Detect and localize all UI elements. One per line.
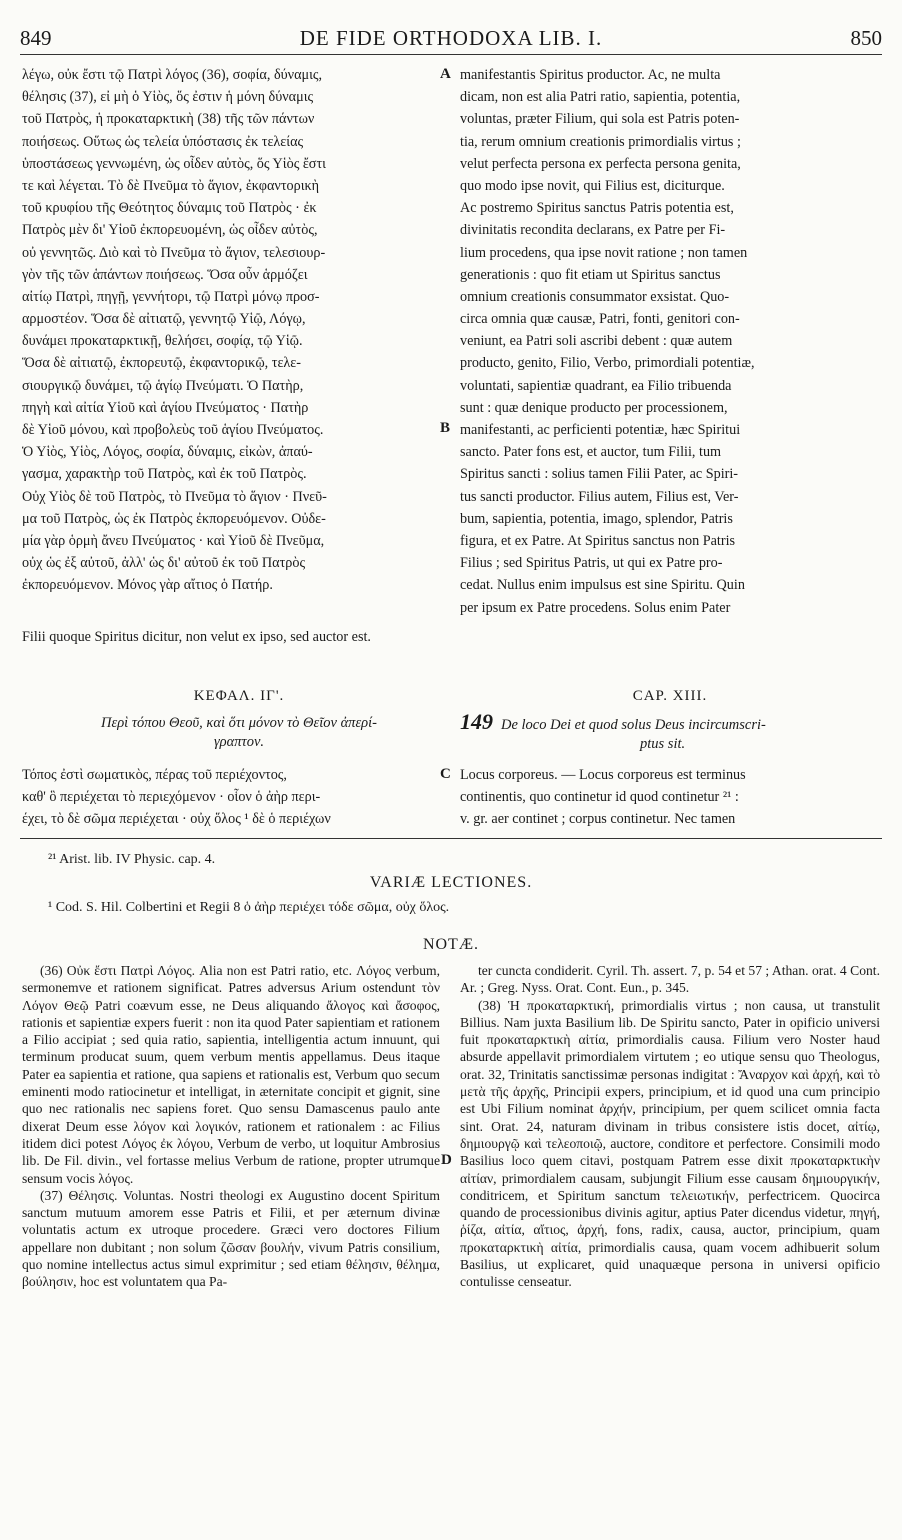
latin-chapter-heading: CAP. XIII. <box>632 688 708 704</box>
text-line: per ipsum ex Patre procedens. Solus enim Pater <box>460 599 731 616</box>
text-line: οὐχ ὡς ἐξ αὐτοῦ, ἀλλ' ὡς δι' αὐτοῦ ἐκ τοῦ Πατρὸς <box>22 555 306 572</box>
footnote-rule <box>20 838 882 839</box>
margin-letter-d: D <box>441 1152 452 1168</box>
margin-letter-a: A <box>440 66 451 82</box>
variae-heading: VARIÆ LECTIONES. <box>369 874 533 891</box>
text-line: veniunt, ea Patri soli ascribi debent : quæ autem <box>460 333 733 350</box>
text-line: sunt : quæ denique producto per processionem, <box>460 399 728 416</box>
text-line: manifestanti, ac perficienti potentiæ, hæc Spiritui <box>460 422 741 438</box>
text-line: v. gr. aer continet ; corpus continetur. Nec tamen <box>460 811 736 828</box>
text-line: δυνάμει προκαταρκτικῇ, θελήσει, σοφίᾳ, τῷ Υἱῷ. <box>22 333 303 350</box>
text-line: voluntati, sapientiæ quadrant, ea Filio tribuenda <box>460 377 732 394</box>
text-line: figura, et ex Patre. At Spiritus sanctus non Patris <box>460 532 736 549</box>
greek-chapter-subtitle <box>22 714 456 752</box>
text-line: continentis, quo continetur id quod continetur ²¹ : <box>460 789 739 806</box>
text-line: μία γὰρ ὁρμὴ ἄνευ Πνεύματος · καὶ Υἱοῦ δὲ Πνεῦμα, <box>22 532 325 549</box>
text-line: producto, genito, Filio, Verbo, primordiali potentiæ, <box>460 355 755 372</box>
text-line: tia, rerum omnium creationis primordialis virtus ; <box>460 133 741 150</box>
latin-text-column <box>460 64 880 619</box>
latin-subtitle-line-1: De loco Dei et quod solus Deus incircumscri- <box>501 717 766 733</box>
text-line: lium procedens, qua ipse novit ratione ; non tamen <box>460 244 748 261</box>
text-line: γὸν τῆς τῶν ἁπάντων ποιήσεως. Ὅσα οὖν ἁρμόζει <box>22 266 308 283</box>
text-line: καθ' ὃ περιέχεται τὸ περιεχόμενον · οἷον ὁ ἀὴρ περι- <box>22 789 321 806</box>
text-line: Πατρὸς μὲν δι' Υἱοῦ ἐκπορευομένη, ὡς οἶδεν αὐτὸς, <box>22 222 318 239</box>
page-number-left: 849 <box>20 26 52 50</box>
greek-chapter-text <box>22 764 456 831</box>
text-line: tus sancti productor. Filius autem, Filius est, Ver- <box>460 488 739 505</box>
notes-left-column <box>22 962 440 1291</box>
latin-chapter-subtitle <box>460 709 880 754</box>
text-line: γασμα, χαρακτὴρ τοῦ Πατρὸς, καὶ ἐκ τοῦ Πατρὸς. <box>22 466 307 483</box>
page-header <box>20 18 882 52</box>
variae-text: ¹ Cod. S. Hil. Colbertini et Regii 8 ὁ ἀὴρ περιέχει τόδε σῶμα, οὐχ ὅλος. <box>48 900 450 915</box>
text-line: dicam, non est alia Patri ratio, sapientia, potentia, <box>460 89 741 106</box>
text-line: θέλησις (37), εἰ μὴ ὁ Υἱὸς, ὅς ἐστιν ἡ μόνη δύναμις <box>22 89 314 106</box>
text-line: Locus corporeus. — Locus corporeus est terminus <box>460 767 746 783</box>
greek-text-column <box>22 64 456 597</box>
text-line: μα τοῦ Πατρὸς, ὡς ἐκ Πατρὸς ἐκπορευόμενον. Οὐδε- <box>22 510 326 527</box>
text-line: αἰτίῳ Πατρὶ, πηγῇ, γεννήτορι, τῷ Πατρὶ μόνῳ προσ- <box>22 288 320 305</box>
margin-letter-b: B <box>440 420 451 436</box>
note-paragraph: (36) Οὐκ ἔστι Πατρὶ Λόγος. Alia non est Patri ratio, etc. Λόγος verbum, sermonemve et rationem significat. Patres adversus Arium ostendunt τὸν Λόγον Θεῷ Patri coævum esse, ne Deus aliquando ἄλογος καὶ ἄσοφος, rationis et sapientiæ expers fuerit : non ita quod Pater sapientiam et rationem a Filio accipiat ; sed quia ratio, sapientia, intelligentia actum innuunt, qui terminum producat suum, quem verbum mentis appellamus. Deus itaque Pater ea sapientia et ratione, qua sapiens et rationalis est, Verbum quo secum eminenti modo ratiocinetur et intelligat, in æternitate concipit et gignit, sine quo nec rationalis nec sapiens foret. Quo sensu Damascenus paulo ante dixerat Deum esse λόγον καὶ λογικόν, rationem et rationalem : ac Filius itidem dici potest Λόγος ἐκ λόγου, Verbum de verbo, ut loquitur Ambrosius lib. De Fil. divin., vel fortasse melius Verbum de ratione, propter utrumque sensum vocis λόγος. <box>22 963 440 1186</box>
note-paragraph: ter cuncta condiderit. Cyril. Th. assert. 7, p. 54 et 57 ; Athan. orat. 4 Cont. Ar. ; Greg. Nyss. Orat. Cont. Eun., p. 345. <box>460 963 880 996</box>
text-line: τοῦ Πατρὸς, ἡ προκαταρκτικὴ (38) τῆς τῶν πάντων <box>22 111 315 128</box>
greek-subtitle-line-2: γραπτον. <box>213 734 265 750</box>
text-line: πηγὴ καὶ αἰτία Υἱοῦ καὶ ἁγίου Πνεύματος · Πατὴρ <box>22 399 309 416</box>
text-line: Τόπος ἐστὶ σωματικὸς, πέρας τοῦ περιέχοντος, <box>22 767 287 783</box>
text-line: Ὁ Υἱὸς, Υἱὸς, Λόγος, σοφία, δύναμις, εἰκὼν, ἀπαύ- <box>22 444 313 461</box>
text-line: Spiritus sancti : solius tamen Filii Pater, ac Spiri- <box>460 466 739 483</box>
notae-heading: NOTÆ. <box>422 936 480 953</box>
column-number: 149 <box>460 709 493 734</box>
footnote: ²¹ Arist. lib. IV Physic. cap. 4. <box>48 852 216 867</box>
margin-letter-c: C <box>440 766 451 782</box>
header-rule <box>20 54 882 55</box>
page-number-right: 850 <box>850 26 882 50</box>
notes-right-column <box>460 962 880 1291</box>
text-line: cedat. Nullus enim impulsus est sine Spiritu. Quin <box>460 577 745 594</box>
text-line: circa omnia quæ causæ, Patri, fonti, genitori con- <box>460 311 740 328</box>
text-line: αρμοστέον. Ὅσα δὲ αἰτιατῷ, γεννητῷ Υἱῷ, Λόγῳ, <box>22 311 306 328</box>
text-line: τοῦ κρυφίου τῆς Θεότητος δύναμις τοῦ Πατρὸς · ἐκ <box>22 200 317 217</box>
text-line: Ὅσα δὲ αἰτιατῷ, ἐκπορευτῷ, ἐκφαντορικῷ, τελε- <box>22 355 301 372</box>
text-line: omnium creationis consummator exsistat. Quo- <box>460 288 730 305</box>
text-line: λέγω, οὐκ ἔστι τῷ Πατρὶ λόγος (36), σοφία, δύναμις, <box>22 67 323 83</box>
running-title: DE FIDE ORTHODOXA LIB. I. <box>299 26 603 50</box>
greek-tail-text: Filii quoque Spiritus dicitur, non velut ex ipso, sed auctor est. <box>22 629 371 645</box>
latin-subtitle-line-2: ptus sit. <box>640 736 686 752</box>
note-paragraph: (38) Ἡ προκαταρκτική, primordialis virtus ; non causa, ut transtulit Billius. Nam juxta Basilium lib. De Spiritu sancto, Pater in opificio universi fuit προκαταρκτικὴ αἰτία, primordialis causa. Filium vero Noster haud absurde appellavit primordialem virtutem ; eo utique sensu quo Theologus, orat. 32, Trinitatis sanctissimæ personas indigitat : Ἄναρχον καὶ ἀρχή, καὶ τὸ μετὰ τῆς ἀρχῆς, Principii expers, principium, et id quod una cum principio est Ubi Filium nominat ἀρχήν, principium, per quem scilicet omnia facta sint. Orat. 24, naturam divinam in tribus consistere istis docet, αἰτίῳ, δημιουργῷ καὶ τελεοποιῷ, auctore, conditore et perfectore. Consimili modo Basilius loco quem citavi, postquam Patrem esse dixit προκαταρκτικὴν αἰτίαν, primordialem causam, subjungit Filium esse causam δημιουργικήν, conditricem, et Spiritum sanctum τελειωτικήν, perfectricem. Quocirca quando de processionibus divinis agitur, aptius Pater dicendus videtur, πηγή, ῥίζα, αἰτία, αἴτιος, ἀρχή, fons, radix, causa, auctor, principium, quam προκαταρκτικὴ αἰτία, primordialis causa, quam vocem adhibuerit solum Basilius, ut explicaret, quid unaquæque persona in universi opificio contulisse censeatur. <box>460 997 880 1290</box>
note-paragraph: (37) Θέλησις. Voluntas. Nostri theologi ex Augustino docent Spiritum sanctum mutuum amorem esse Patris et Filii, et per æternum divinæ voluntatis actum ex utroque procedere. Græci vero doctores Filium appellare non dubitant ; non solum ζῶσαν βουλήν, vivum Patris consilium, quo nomine intellectus actus simul exprimitur ; sed etiam θέλησιν, θέλημα, βούλησιν, hoc est voluntatem qua Pa- <box>22 1187 440 1290</box>
greek-subtitle-line-1: Περὶ τόπου Θεοῦ, καὶ ὅτι μόνον τὸ Θεῖον ἀπερί- <box>101 715 377 731</box>
text-line: έχει, τὸ δὲ σῶμα περιέχεται · οὐχ ὅλος ¹ δὲ ὁ περιέχων <box>22 811 331 828</box>
text-line: manifestantis Spiritus productor. Ac, ne multa <box>460 67 721 83</box>
text-line: ὑποστάσεως γεννωμένη, ὡς οἶδεν αὐτὸς, ὅς Υἱὸς ἔστι <box>22 155 326 172</box>
text-line: velut perfecta persona ex perfecta persona genita, <box>460 155 741 172</box>
text-line: οὐ γεννητῶς. Διὸ καὶ τὸ Πνεῦμα τὸ ἅγιον, τελεσιουρ- <box>22 244 326 261</box>
text-line: quo modo ipse novit, qui Filius est, diciturque. <box>460 177 725 194</box>
text-line: σιουργικῷ δυνάμει, τῷ ἁγίῳ Πνεύματι. Ὁ Πατὴρ, <box>22 377 304 394</box>
text-line: sancto. Pater fons est, et auctor, tum Filii, tum <box>460 444 722 461</box>
text-line: voluntas, præter Filium, qui sola est Patris poten- <box>460 111 740 128</box>
text-line: generationis : quo fit etiam ut Spiritus sanctus <box>460 266 721 283</box>
text-line: divinitatis recondita declarans, ex Patre per Fi- <box>460 222 726 239</box>
text-line: τε καὶ λέγεται. Τὸ δὲ Πνεῦμα τὸ ἅγιον, ἐκφαντορικὴ <box>22 177 320 194</box>
text-line: Οὐχ Υἱὸς δὲ τοῦ Πατρὸς, τὸ Πνεῦμα τὸ ἅγιον · Πνεῦ- <box>22 488 327 505</box>
text-line: Ac postremo Spiritus sanctus Patris potentia est, <box>460 200 734 217</box>
text-line: ποιήσεως. Οὕτως ὡς τελεία ὑπόστασις ἐκ τελείας <box>22 133 304 150</box>
text-line: ἐκπορευόμενον. Μόνος γὰρ αἴτιος ὁ Πατήρ. <box>22 577 273 594</box>
latin-chapter-text <box>460 764 880 831</box>
text-line: Filius ; sed Spiritus Patris, ut qui ex Patre pro- <box>460 555 723 572</box>
text-line: δὲ Υἱοῦ μόνου, καὶ προβολεὺς τοῦ ἁγίου Πνεύματος. <box>22 422 324 438</box>
text-line: bum, sapientia, potentia, imago, splendor, Patris <box>460 510 733 527</box>
greek-chapter-heading: ΚΕΦΑΛ. ΙΓ'. <box>193 688 285 704</box>
